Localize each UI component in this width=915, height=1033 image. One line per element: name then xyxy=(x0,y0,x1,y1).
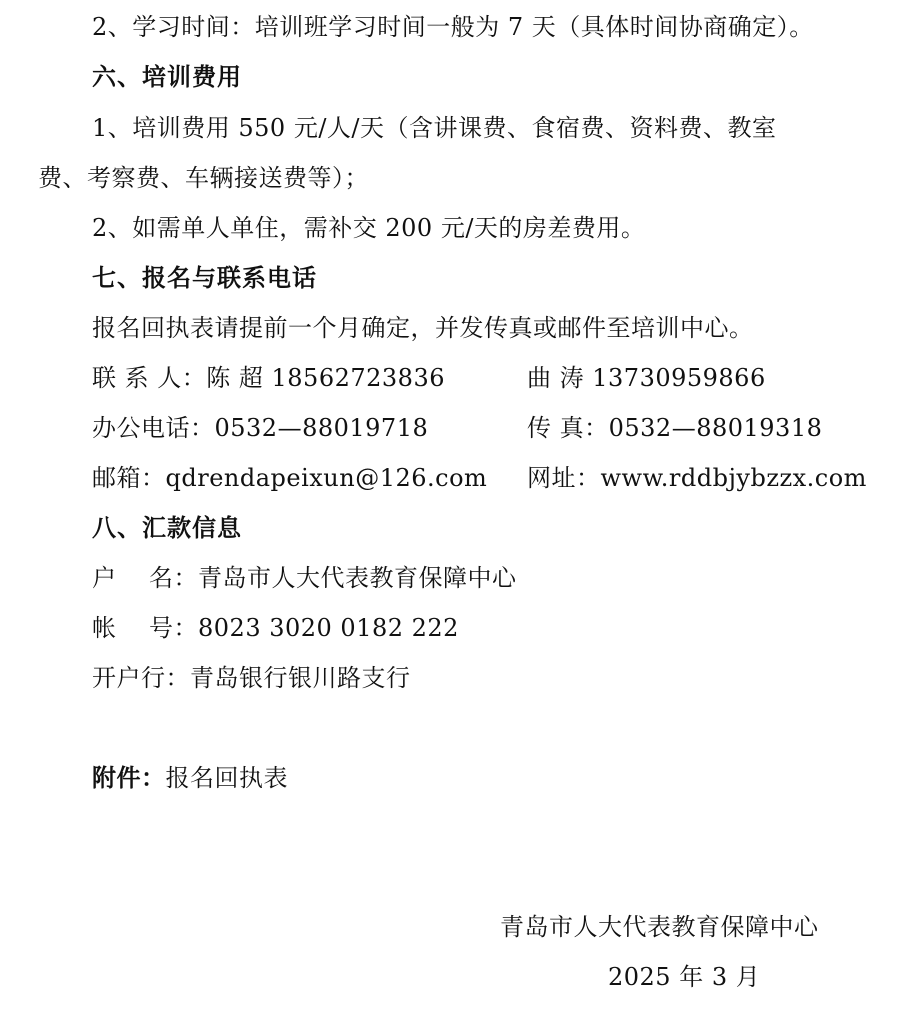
email-address: 邮箱：qdrendapeixun@126.com xyxy=(92,464,488,492)
fee-item-1-line-2: 费、考察费、车辆接送费等）； xyxy=(38,164,369,192)
fax-number: 传 真：0532—88019318 xyxy=(527,414,823,442)
study-time-line: 2、学习时间：培训班学习时间一般为 7 天（具体时间协商确定）。 xyxy=(92,13,814,41)
account-number: 帐 号：8023 3020 0182 222 xyxy=(92,614,459,642)
email-row xyxy=(92,463,867,493)
office-phone: 办公电话：0532—88019718 xyxy=(92,414,429,442)
bank-branch: 开户行：青岛银行银川路支行 xyxy=(92,664,411,692)
attachment-text: 报名回执表 xyxy=(165,764,288,792)
fee-item-1-line-1: 1、培训费用 550 元/人/天（含讲课费、食宿费、资料费、教室 xyxy=(92,114,777,142)
contact-person: 联 系 人：陈 超 18562723836 xyxy=(92,364,445,392)
section-7-heading: 七、报名与联系电话 xyxy=(92,264,317,292)
phone-row xyxy=(92,413,823,443)
contact-row xyxy=(92,363,766,393)
signature-date: 2025 年 3 月 xyxy=(608,963,761,991)
section-6-heading: 六、培训费用 xyxy=(92,63,242,91)
registration-intro: 报名回执表请提前一个月确定，并发传真或邮件至培训中心。 xyxy=(92,314,754,342)
website-address: 网址：www.rddbjybzzx.com xyxy=(527,464,867,492)
signature-organization: 青岛市人大代表教育保障中心 xyxy=(500,913,819,941)
attachment-label: 附件： xyxy=(92,764,166,792)
attachment-line xyxy=(92,763,288,793)
contact-person-2: 曲 涛 13730959866 xyxy=(527,364,766,392)
fee-item-2: 2、如需单人单住，需补交 200 元/天的房差费用。 xyxy=(92,214,646,242)
section-8-heading: 八、汇款信息 xyxy=(92,514,242,542)
account-name: 户 名：青岛市人大代表教育保障中心 xyxy=(92,564,517,592)
